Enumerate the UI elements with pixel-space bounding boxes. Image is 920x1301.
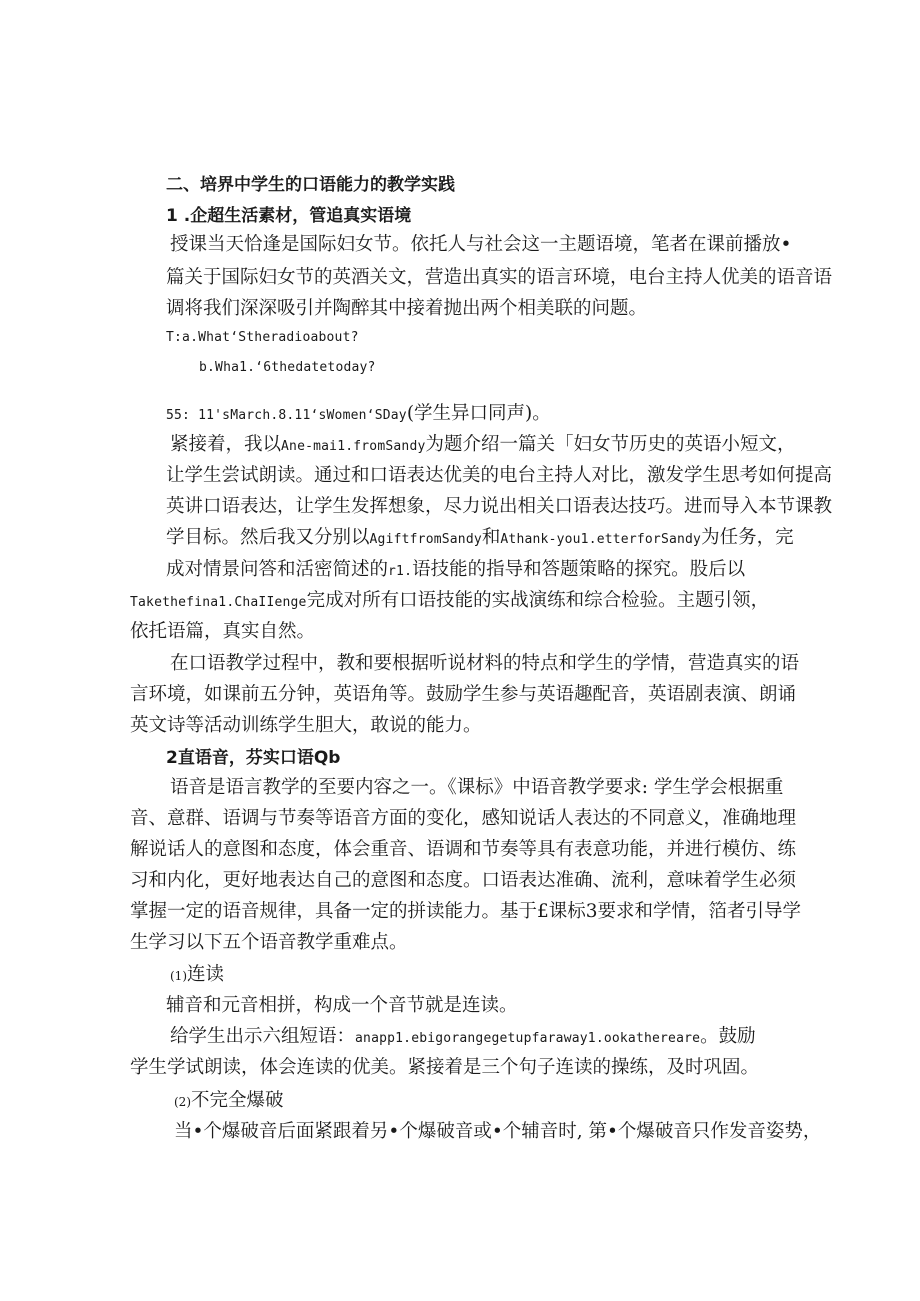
paragraph-line	[170, 430, 796, 456]
text-run: 给学生出示六组短语：	[170, 1026, 356, 1047]
paragraph-line	[166, 523, 794, 549]
answer-line	[166, 399, 551, 425]
item-label: 不完全爆破	[191, 1090, 284, 1111]
paragraph-line: 解说话人的意图和态度，体会重音、语调和节奏等具有表意功能，并进行模仿、练	[130, 839, 797, 860]
paragraph-line: 英讲口语表达，让学生发挥想象，尽力说出相关口语表达技巧。进而导入本节课教	[166, 496, 833, 517]
english-run: AgiftfromSandy	[369, 532, 482, 547]
item-number: (2)	[174, 1095, 191, 1109]
paragraph-line: 学生学试朗读，体会连读的优美。紧接着是三个句子连读的操练，及时巩固。	[130, 1057, 760, 1078]
text-run: 学目标。然后我又分别以	[166, 527, 370, 548]
paragraph-line: 语音是语言教学的至要内容之一。《课标》中语音教学要求: 学生学会根据重	[170, 777, 784, 798]
paragraph-line: 习和内化，更好地表达自己的意图和态度。口语表达准确、流利，意味着学生必须	[130, 870, 797, 891]
subsection-heading-1: 1 .企超生活素材，管追真实语境	[166, 206, 412, 226]
section-heading: 二、培界中学生的口语能力的教学实践	[166, 175, 455, 195]
paragraph-line: 英文诗等活动训练学生胆大，敢说的能力。	[130, 715, 482, 736]
answer-text: 55: 11'sMarch.8.11‘sWomen‘SDay	[166, 408, 407, 423]
text-run: 成对情景问答和活密简述的	[166, 559, 389, 580]
paragraph-line: 在口语教学过程中，教和要根据听说材料的特点和学生的学情，营造真实的语	[170, 653, 800, 674]
paragraph-line: 调将我们深深吸引并陶醉其中接着抛出两个相美联的问题。	[166, 298, 648, 319]
english-run: Ane-mai1.fromSandy	[281, 439, 426, 454]
text-run: 为题介绍一篇关「妇女节历史的英语小短文，	[425, 434, 796, 455]
paragraph-line	[170, 1022, 756, 1048]
paragraph-line: 依托语篇，真实自然。	[130, 621, 316, 642]
text-run: 为任务，完	[701, 527, 794, 548]
text-run: 完成对所有口语技能的实战演练和综合检验。主题引领，	[306, 590, 770, 611]
paragraph-line: 辅音和元音相拼，构成一个音节就是连读。	[166, 995, 518, 1016]
item-label: 连读	[187, 964, 225, 985]
paragraph-line: 音、意群、语调与节奏等语音方面的变化，感知说话人表达的不同意义，准确地理	[130, 808, 797, 829]
english-run: r1.	[388, 564, 413, 579]
text-run: 。鼓励	[700, 1026, 756, 1047]
paragraph-line: 掌握一定的语音规律，具备一定的拼读能力。基于£课标3要求和学情，箔者引导学	[130, 901, 802, 922]
paragraph-line	[130, 586, 769, 612]
paragraph-line: 授课当天恰逢是国际妇女节。依托人与社会这一主题语境，笔者在课前播放•	[170, 234, 792, 255]
text-run: 语技能的指导和答题策略的探究。股后以	[412, 559, 746, 580]
item-number: (1)	[170, 969, 187, 983]
list-item-heading	[170, 960, 224, 986]
subsection-heading-2: 2直语音，芬实口语Qb	[166, 748, 341, 768]
text-run: 和	[481, 527, 501, 548]
answer-note: (学生异口同声)。	[406, 403, 551, 424]
english-run: anapp1.ebigorangegetupfaraway1.ookathereare	[355, 1031, 701, 1046]
paragraph-line	[166, 555, 745, 581]
english-run: Athank-you1.etterforSandy	[500, 532, 702, 547]
question-a: T:a.What‘Stheradioabout?	[166, 330, 359, 345]
list-item-heading	[174, 1086, 284, 1112]
text-run: 紧接着，我以	[170, 434, 282, 455]
paragraph-line: 当•个爆破音后面紧跟着另•个爆破音或•个辅音时, 第•个爆破音只作发音姿势，	[174, 1121, 822, 1142]
paragraph-line: 生学习以下五个语音教学重难点。	[130, 932, 408, 953]
paragraph-line: 让学生尝试朗读。通过和口语表达优美的电台主持人对比，激发学生思考如何提高	[166, 465, 833, 486]
paragraph-line: 篇关于国际妇女节的英酒关文，营造出真实的语言环境，电台主持人优美的语音语	[166, 267, 833, 288]
english-run: Takethefina1.ChaIIenge	[130, 595, 307, 610]
question-b: b.Wha1.‘6thedatetoday?	[199, 360, 376, 375]
paragraph-line: 言环境，如课前五分钟，英语角等。鼓励学生参与英语趣配音，英语剧表演、朗诵	[130, 684, 797, 705]
